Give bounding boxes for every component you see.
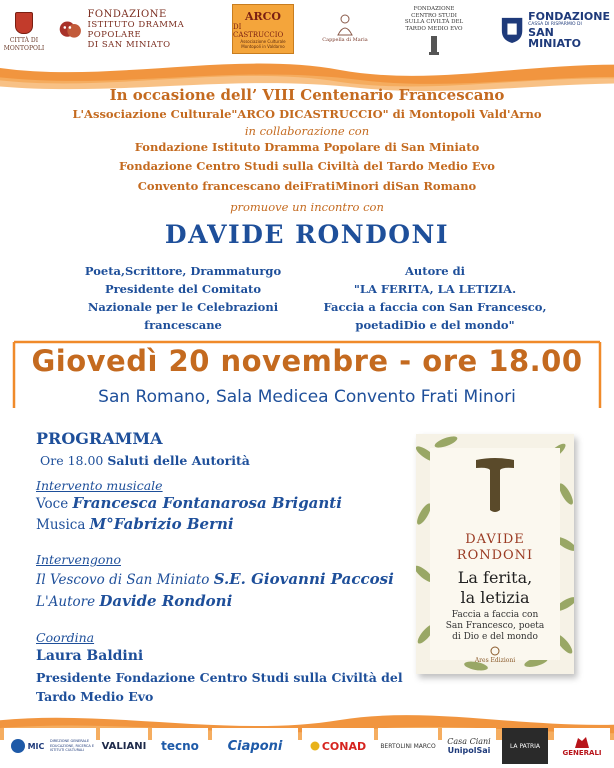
- intro-line-7: promuove un incontro con: [230, 200, 384, 214]
- tower-icon: [425, 34, 443, 56]
- madonna-icon: [334, 13, 356, 37]
- sponsor-casa-ciani-unipolsai: Casa Ciani UnipolSai: [442, 728, 496, 764]
- montopoli-crest-icon: [15, 12, 33, 34]
- book-cover: DAVIDE RONDONI La ferita, la letizia Faccia a faccia con San Francesco, poeta di Dio e del mondo Ares Edizioni: [416, 434, 574, 674]
- speaker-book-info: Autore di "LA FERITA, LA LETIZIA. Faccia a faccia con San Francesco, poetadiDio e del mondo": [323, 264, 547, 332]
- generali-lion-icon: [574, 735, 590, 749]
- intro-line-2: L'Associazione Culturale"ARCO DICASTRUCCIO" di Montopoli Vald'Arno: [72, 107, 542, 121]
- sponsor-generali: GENERALI: [554, 728, 610, 764]
- programma-title: PROGRAMMA: [36, 429, 163, 448]
- theatre-masks-icon: [58, 15, 83, 45]
- sponsor-la-patria: LA PATRIA: [502, 728, 548, 764]
- centro-studi-logo: FONDAZIONE CENTRO STUDI SULLA CIVILTÀ DEL TARDO MEDIO EVO: [398, 2, 470, 60]
- speakers-heading: Intervengono: [36, 552, 121, 567]
- music-line: Musica M°Fabrizio Berni: [36, 515, 234, 533]
- event-date: Giovedì 20 novembre - ore 18.00: [31, 344, 583, 378]
- coord-name: Laura Baldini: [36, 648, 144, 664]
- sponsor-mic: MIC: [4, 728, 50, 764]
- publisher-logo-icon: [490, 646, 500, 656]
- conad-flower-icon: [310, 741, 320, 751]
- author-line: L'Autore Davide Rondoni: [36, 592, 233, 610]
- programma-greeting-line: Ore 18.00 Saluti delle Autorità: [40, 453, 250, 468]
- voice-line: Voce Francesca Fontanarosa Briganti: [36, 494, 342, 512]
- intro-line-4: Fondazione Istituto Dramma Popolare di San Miniato: [134, 140, 480, 154]
- shield-icon: [500, 15, 524, 45]
- intro-line-1: In occasione dell’ VIII Centenario Francescano: [109, 86, 505, 104]
- intro-line-3: in collaborazione con: [244, 124, 370, 138]
- speaker-name: DAVIDE RONDONI: [164, 220, 450, 249]
- arco-castruccio-logo: ARCO DI CASTRUCCIO Associazione Culturale Montopoli in Valdarno: [232, 4, 294, 54]
- tau-cross-icon: [474, 454, 516, 514]
- mic-star-icon: [10, 738, 26, 754]
- bishop-line: Il Vescovo di San Miniato S.E. Giovanni Paccosi: [36, 570, 394, 588]
- event-place: San Romano, Sala Medicea Convento Frati Minori: [98, 387, 516, 407]
- musical-heading: Intervento musicale: [36, 478, 163, 493]
- speaker-roles: Poeta,Scrittore, Drammaturgo Presidente del Comitato Nazionale per le Celebrazioni francescane: [84, 264, 282, 332]
- intro-line-5: Fondazione Centro Studi sulla Civiltà del Tardo Medio Evo: [119, 159, 495, 173]
- sponsor-bertolini: BERTOLINI MARCO: [378, 728, 438, 764]
- sponsor-conad: CONAD: [302, 728, 374, 764]
- cappella-logo: Cappella di Maria: [316, 6, 374, 50]
- intro-line-6: Convento francescano deiFratiMinori diSan Romano: [137, 179, 477, 193]
- sponsor-tecno: tecno: [152, 728, 208, 764]
- coord-heading: Coordina: [36, 630, 95, 645]
- coord-role-2: Tardo Medio Evo: [36, 689, 154, 704]
- coord-role-1: Presidente Fondazione Centro Studi sulla Civiltà del: [36, 670, 403, 685]
- fondazione-san-miniato-logo: FONDAZIONE CASSA DI RISPARMIO DI SAN MINIATO: [500, 8, 610, 52]
- sponsor-mic-sub: DIREZIONE GENERALE EDUCAZIONE, RICERCA E ISTITUTI CULTURALI: [50, 728, 96, 764]
- sponsor-valiani: VALIANI: [100, 728, 148, 764]
- fondazione-dramma-logo: FONDAZIONE ISTITUTO DRAMMA POPOLARE DI SAN MINIATO: [58, 10, 218, 50]
- montopoli-logo: CITTÀ DI MONTOPOLI: [4, 6, 44, 58]
- sponsor-ciaponi: Ciaponi: [212, 728, 298, 764]
